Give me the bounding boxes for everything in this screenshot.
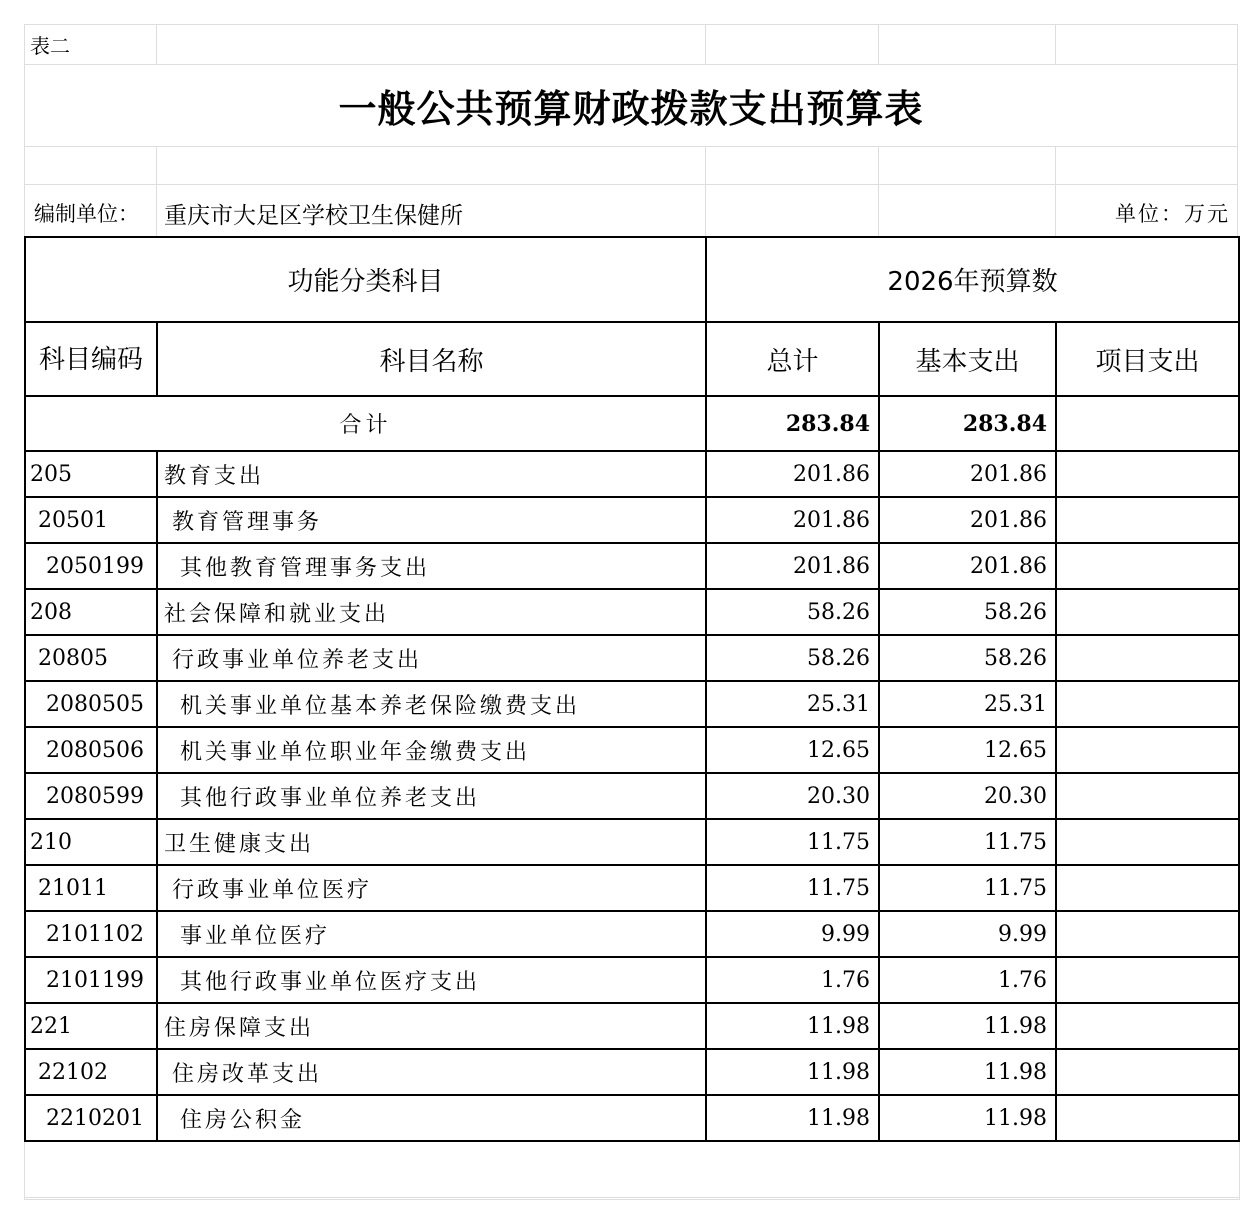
- table-row: [25, 727, 1239, 773]
- row-code: 20501: [25, 497, 157, 543]
- row-name: 行政事业单位养老支出: [157, 635, 706, 681]
- row-code: 22102: [25, 1049, 157, 1095]
- row-basic: 25.31: [879, 681, 1056, 727]
- row-project: [1056, 911, 1239, 957]
- grand-total-project: [1056, 396, 1239, 451]
- row-project: [1056, 957, 1239, 1003]
- row-code: 208: [25, 589, 157, 635]
- row-code: 210: [25, 819, 157, 865]
- row-code: 20805: [25, 635, 157, 681]
- sheet-grid-bottom: [24, 1141, 1240, 1200]
- table-row: [25, 957, 1239, 1003]
- grand-total-row: [25, 396, 1239, 451]
- row-basic: 201.86: [879, 543, 1056, 589]
- grand-total-value: 283.84: [706, 396, 879, 451]
- row-code: 2101199: [25, 957, 157, 1003]
- row-total: 11.75: [706, 865, 879, 911]
- table-row: [25, 1049, 1239, 1095]
- row-code: 2080505: [25, 681, 157, 727]
- page-title: 一般公共预算财政拨款支出预算表: [338, 86, 924, 131]
- row-basic: 20.30: [879, 773, 1056, 819]
- table-row: [25, 819, 1239, 865]
- function-category-header: 功能分类科目: [25, 237, 706, 322]
- row-project: [1056, 727, 1239, 773]
- compiling-unit-name: 重庆市大足区学校卫生保健所: [164, 203, 463, 229]
- row-project: [1056, 1049, 1239, 1095]
- table-row: [25, 451, 1239, 497]
- row-name: 教育支出: [157, 451, 706, 497]
- project-header: 项目支出: [1056, 322, 1239, 396]
- row-name: 住房改革支出: [157, 1049, 706, 1095]
- row-basic: 201.86: [879, 451, 1056, 497]
- basic-header: 基本支出: [879, 322, 1056, 396]
- row-code: 205: [25, 451, 157, 497]
- row-project: [1056, 681, 1239, 727]
- table-row: [25, 865, 1239, 911]
- row-code: 2050199: [25, 543, 157, 589]
- table-row: [25, 543, 1239, 589]
- budget-table: [24, 236, 1240, 1142]
- table-row: [25, 497, 1239, 543]
- row-total: 11.98: [706, 1095, 879, 1141]
- header-row-1: [25, 237, 1239, 322]
- grand-total-label: 合计: [25, 396, 706, 451]
- row-name: 住房保障支出: [157, 1003, 706, 1049]
- row-basic: 58.26: [879, 635, 1056, 681]
- row-code: 2210201: [25, 1095, 157, 1141]
- row-basic: 201.86: [879, 497, 1056, 543]
- table-row: [25, 773, 1239, 819]
- total-header: 总计: [706, 322, 879, 396]
- budget-year-header: 2026年预算数: [706, 237, 1239, 322]
- row-total: 11.98: [706, 1049, 879, 1095]
- row-basic: 12.65: [879, 727, 1056, 773]
- row-code: 21011: [25, 865, 157, 911]
- row-total: 9.99: [706, 911, 879, 957]
- table-row: [25, 1003, 1239, 1049]
- row-project: [1056, 451, 1239, 497]
- row-name: 教育管理事务: [157, 497, 706, 543]
- row-total: 1.76: [706, 957, 879, 1003]
- header-row-2: [25, 322, 1239, 396]
- row-name: 住房公积金: [157, 1095, 706, 1141]
- code-header: 科目编码: [25, 322, 157, 396]
- row-basic: 11.75: [879, 819, 1056, 865]
- compiling-unit-label: 编制单位：: [34, 202, 139, 226]
- row-name: 机关事业单位基本养老保险缴费支出: [157, 681, 706, 727]
- row-name: 其他行政事业单位养老支出: [157, 773, 706, 819]
- row-total: 11.75: [706, 819, 879, 865]
- table-row: [25, 911, 1239, 957]
- row-total: 20.30: [706, 773, 879, 819]
- row-total: 201.86: [706, 497, 879, 543]
- row-name: 其他行政事业单位医疗支出: [157, 957, 706, 1003]
- row-name: 社会保障和就业支出: [157, 589, 706, 635]
- row-project: [1056, 497, 1239, 543]
- row-total: 58.26: [706, 589, 879, 635]
- row-basic: 11.98: [879, 1003, 1056, 1049]
- row-name: 其他教育管理事务支出: [157, 543, 706, 589]
- table-row: [25, 1095, 1239, 1141]
- row-name: 卫生健康支出: [157, 819, 706, 865]
- row-total: 11.98: [706, 1003, 879, 1049]
- row-total: 12.65: [706, 727, 879, 773]
- row-project: [1056, 773, 1239, 819]
- row-project: [1056, 865, 1239, 911]
- row-project: [1056, 589, 1239, 635]
- row-name: 机关事业单位职业年金缴费支出: [157, 727, 706, 773]
- money-unit-label: 单位：万元: [1115, 202, 1230, 226]
- row-basic: 11.98: [879, 1095, 1056, 1141]
- row-total: 201.86: [706, 451, 879, 497]
- row-code: 2080506: [25, 727, 157, 773]
- row-name: 事业单位医疗: [157, 911, 706, 957]
- row-project: [1056, 1003, 1239, 1049]
- row-basic: 1.76: [879, 957, 1056, 1003]
- row-total: 58.26: [706, 635, 879, 681]
- row-basic: 11.98: [879, 1049, 1056, 1095]
- row-project: [1056, 1095, 1239, 1141]
- table-number-label: 表二: [30, 34, 70, 58]
- row-basic: 11.75: [879, 865, 1056, 911]
- row-code: 221: [25, 1003, 157, 1049]
- row-total: 25.31: [706, 681, 879, 727]
- row-code: 2080599: [25, 773, 157, 819]
- row-name: 行政事业单位医疗: [157, 865, 706, 911]
- table-row: [25, 635, 1239, 681]
- row-project: [1056, 635, 1239, 681]
- row-basic: 58.26: [879, 589, 1056, 635]
- table-row: [25, 681, 1239, 727]
- row-project: [1056, 543, 1239, 589]
- grand-total-basic: 283.84: [879, 396, 1056, 451]
- row-project: [1056, 819, 1239, 865]
- row-code: 2101102: [25, 911, 157, 957]
- row-basic: 9.99: [879, 911, 1056, 957]
- table-row: [25, 589, 1239, 635]
- name-header: 科目名称: [157, 322, 706, 396]
- row-total: 201.86: [706, 543, 879, 589]
